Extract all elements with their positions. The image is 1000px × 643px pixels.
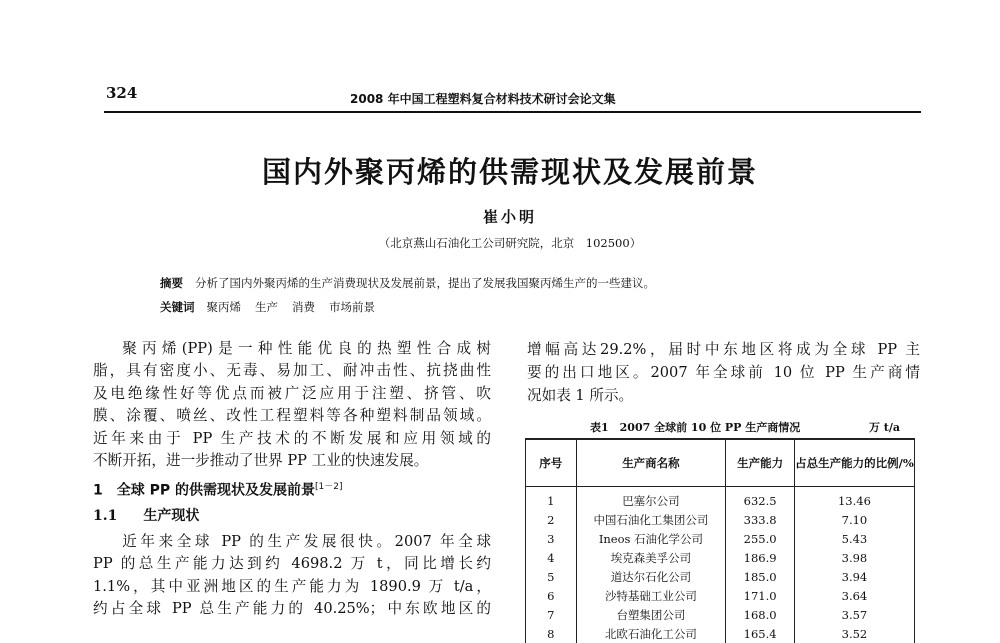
table-row [526,586,915,605]
cell-rank: 1 [526,487,577,511]
cell-name: 沙特基础工业公司 [576,586,726,605]
section-heading-text: 1 全球 PP 的供需现状及发展前景 [93,483,316,500]
table-row [526,529,915,548]
body-line: 近年来全球 PP 的生产发展很快。2007 年全球 [122,532,491,550]
cell-name: Ineos 石油化学公司 [576,529,726,548]
subsection-title: 生产现状 [143,507,200,524]
section-heading [93,476,491,502]
affiliation: （北京燕山石油化工公司研究院，北京 102500） [378,236,642,250]
cell-name: 台塑集团公司 [576,605,726,624]
body-line: 增幅高达29.2%，届时中东地区将成为全球 PP 主 [527,341,920,358]
cell-capacity: 168.0 [726,605,795,624]
cell-capacity: 333.8 [726,510,795,529]
header-capacity: 生产能力 [726,439,795,487]
subsection-heading [93,505,491,527]
cell-rank: 3 [526,529,577,548]
paper-title: 国内外聚丙烯的供需现状及发展前景 [261,155,758,189]
cell-share: 3.52 [794,624,914,643]
keyword: 市场前景 [329,300,375,314]
cell-rank: 4 [526,548,577,567]
producers-table [525,438,915,643]
body-line: 约占全球 PP 总生产能力的 40.25%；中东欧地区的 [93,600,491,618]
cell-capacity: 165.4 [726,624,795,643]
cell-share: 3.98 [794,548,914,567]
cell-share: 7.10 [794,510,914,529]
cell-rank: 5 [526,567,577,586]
cell-rank: 6 [526,586,577,605]
author: 崔小明 [482,208,537,226]
header-name: 生产商名称 [576,439,726,487]
body-line: 况如表 1 所示。 [527,387,634,404]
subsection-number: 1.1 [93,507,118,524]
cell-name: 道达尔石化公司 [576,567,726,586]
body-line: 聚丙烯(PP)是一种性能优良的热塑性合成树 [122,340,491,357]
header-rank: 序号 [526,439,577,487]
cell-rank: 8 [526,624,577,643]
cell-name: 埃克森美孚公司 [576,548,726,567]
abstract-label: 摘要 [160,276,183,290]
cell-share: 5.43 [794,529,914,548]
body-line: 1.1%，其中亚洲地区的生产能力为 1890.9 万 t/a， [93,577,491,595]
table-row [526,605,915,624]
table-row [526,548,915,567]
page-number: 324 [106,84,138,102]
body-line: 要的出口地区。2007 年全球前 10 位 PP 生产商情 [527,364,920,381]
body-line: 不断开拓，进一步推动了世界 PP 工业的快速发展。 [93,452,429,470]
keywords [160,299,860,315]
cell-share: 3.64 [794,586,914,605]
table-caption [560,419,900,435]
abstract [160,275,860,291]
body-line: 脂，具有密度小、无毒、易加工、耐冲击性、抗挠曲性 [93,362,491,380]
table-row [526,487,915,511]
cell-capacity: 185.0 [726,567,795,586]
cell-name: 北欧石油化工公司 [576,624,726,643]
cell-share: 3.57 [794,605,914,624]
running-title: 2008 年中国工程塑料复合材料技术研讨会论文集 [350,92,616,106]
cell-capacity: 632.5 [726,487,795,511]
cell-name: 中国石油化工集团公司 [576,510,726,529]
keyword: 聚丙烯 [206,300,241,314]
right-column [527,338,920,407]
keyword: 生产 [255,300,278,314]
header-rule [104,111,921,113]
keyword: 消费 [292,300,315,314]
body-line: PP 的总生产能力达到约 4698.2 万 t，同比增长约 [93,555,491,573]
cell-capacity: 171.0 [726,586,795,605]
body-line: 及电绝缘性好等优点而被广泛应用于注塑、挤管、吹 [93,384,491,402]
body-line: 近年来由于 PP 生产技术的不断发展和应用领域的 [93,429,491,447]
citation: [1－2] [315,482,343,493]
cell-share: 13.46 [794,487,914,511]
table-unit: 万 t/a [868,421,900,434]
left-column [93,338,491,621]
abstract-text: 分析了国内外聚丙烯的生产消费现状及发展前景，提出了发展我国聚丙烯生产的一些建议。 [195,276,655,290]
cell-share: 3.94 [794,567,914,586]
cell-capacity: 186.9 [726,548,795,567]
keywords-label: 关键词 [160,300,195,314]
cell-name: 巴塞尔公司 [576,487,726,511]
table-row [526,510,915,529]
table-row [526,567,915,586]
table-row [526,624,915,643]
header-share: 占总生产能力的比例/% [794,439,914,487]
cell-rank: 7 [526,605,577,624]
table-caption-text: 表1 2007 全球前 10 位 PP 生产商情况 [590,421,801,434]
cell-capacity: 255.0 [726,529,795,548]
cell-rank: 2 [526,510,577,529]
body-line: 膜、涂覆、喷丝、改性工程塑料等各种塑料制品领域。 [93,407,491,425]
